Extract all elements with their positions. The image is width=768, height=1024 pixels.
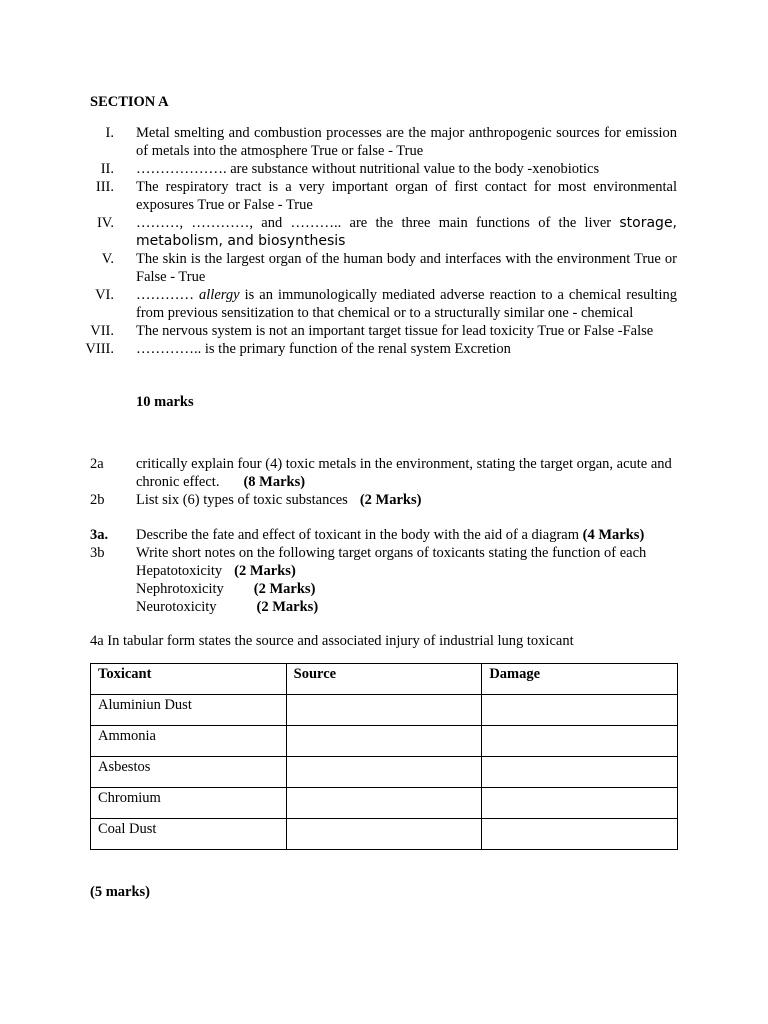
marks-label: (2 Marks) [234,563,296,579]
damage-cell [482,726,678,757]
table-row [91,695,678,726]
section-a-questions [0,124,768,358]
marks-label: (2 Marks) [256,599,319,615]
question-2b [0,491,768,509]
question-number: 2b [90,492,105,508]
question-text: The nervous system is not an important target tissue for lead toxicity True or False -False [136,323,654,339]
question-vi [0,286,768,322]
target-organ-item [0,562,768,580]
organ-label: Hepatotoxicity [136,563,223,579]
question-4a-text: 4a In tabular form states the source and associated injury of industrial lung toxicant [90,633,574,649]
toxicant-table [90,663,678,850]
question-number: VI. [95,287,114,303]
question-text: The respiratory tract is a very important organ of first contact for most environmental exposures True or False - True [136,179,677,213]
question-number: 3a. [90,527,109,543]
question-iii [0,178,768,214]
question-stem: critically explain four (4) toxic metals in the environment, stating the target organ, acute and chronic effect. [136,456,672,490]
question-number: VIII. [85,341,114,357]
question-v [0,250,768,286]
toxicant-cell: Coal Dust [91,819,287,850]
source-cell [286,695,482,726]
question-answer-italic: allergy [199,287,240,303]
question-number: 3b [90,545,105,561]
source-cell [286,726,482,757]
table-row [91,726,678,757]
marks-label: (4 Marks) [582,527,645,543]
question-text [136,491,677,509]
toxicant-cell: Aluminiun Dust [91,695,287,726]
question-number: I. [105,125,114,141]
toxicant-cell: Ammonia [91,726,287,757]
question-viii [0,340,768,358]
question-blank: ………… [136,287,200,303]
question-2 [0,455,768,509]
damage-cell [482,819,678,850]
organ-label: Neurotoxicity [136,599,217,615]
question-stem: ………, …………, and ……….. are the three main functions of the liver [136,215,612,231]
column-header-damage: Damage [482,664,678,695]
question-text: The skin is the largest organ of the human body and interfaces with the environment True or False - True [136,251,677,285]
table-row [91,788,678,819]
column-header-toxicant: Toxicant [91,664,287,695]
question-number: 2a [90,456,104,472]
column-header-source: Source [286,664,482,695]
question-ii [0,160,768,178]
source-cell [286,757,482,788]
damage-cell [482,757,678,788]
table-row [91,757,678,788]
question-text [136,526,677,544]
question-answer: storage, metabolism, and biosynthesis [136,215,678,249]
section-heading: SECTION A [90,94,169,110]
question-stem: is an immunologically mediated adverse reaction to a chemical resulting from previous sensitization to that chemical or to a structurally similar one - chemical [136,287,677,321]
source-cell [286,788,482,819]
table-row [91,819,678,850]
target-organ-item [0,580,768,598]
question-text [136,286,677,322]
toxicant-cell: Chromium [91,788,287,819]
damage-cell [482,788,678,819]
target-organ-item [0,598,768,616]
question-iv [0,214,768,250]
question-text: Metal smelting and combustion processes are the major anthropogenic sources for emission of metals into the atmosphere True or false - True [136,125,677,159]
question-i [0,124,768,160]
section-marks: 10 marks [136,394,194,410]
organ-label: Nephrotoxicity [136,581,224,597]
marks-label: (2 Marks) [359,492,422,508]
question-4-marks: (5 marks) [90,884,151,900]
question-number: III. [95,179,114,195]
question-stem: List six (6) types of toxic substances [136,492,348,508]
question-2a [0,455,768,491]
question-3 [0,526,768,616]
question-vii [0,322,768,340]
question-text [136,214,677,250]
marks-label: (8 Marks) [243,474,306,490]
question-text [136,455,677,491]
source-cell [286,819,482,850]
toxicant-cell: Asbestos [91,757,287,788]
question-text: ………………. are substance without nutritional value to the body -xenobiotics [136,161,600,177]
question-text: ………….. is the primary function of the renal system Excretion [136,341,511,357]
marks-label: (2 Marks) [253,581,316,597]
question-number: II. [100,161,114,177]
question-number: VII. [90,323,114,339]
damage-cell [482,695,678,726]
question-number: IV. [96,215,114,231]
question-3b [0,544,768,562]
question-number: V. [101,251,114,267]
table-header-row [91,664,678,695]
question-text: Write short notes on the following target organs of toxicants stating the function of each [136,545,647,561]
question-3a [0,526,768,544]
question-stem: Describe the fate and effect of toxicant in the body with the aid of a diagram [136,527,580,543]
